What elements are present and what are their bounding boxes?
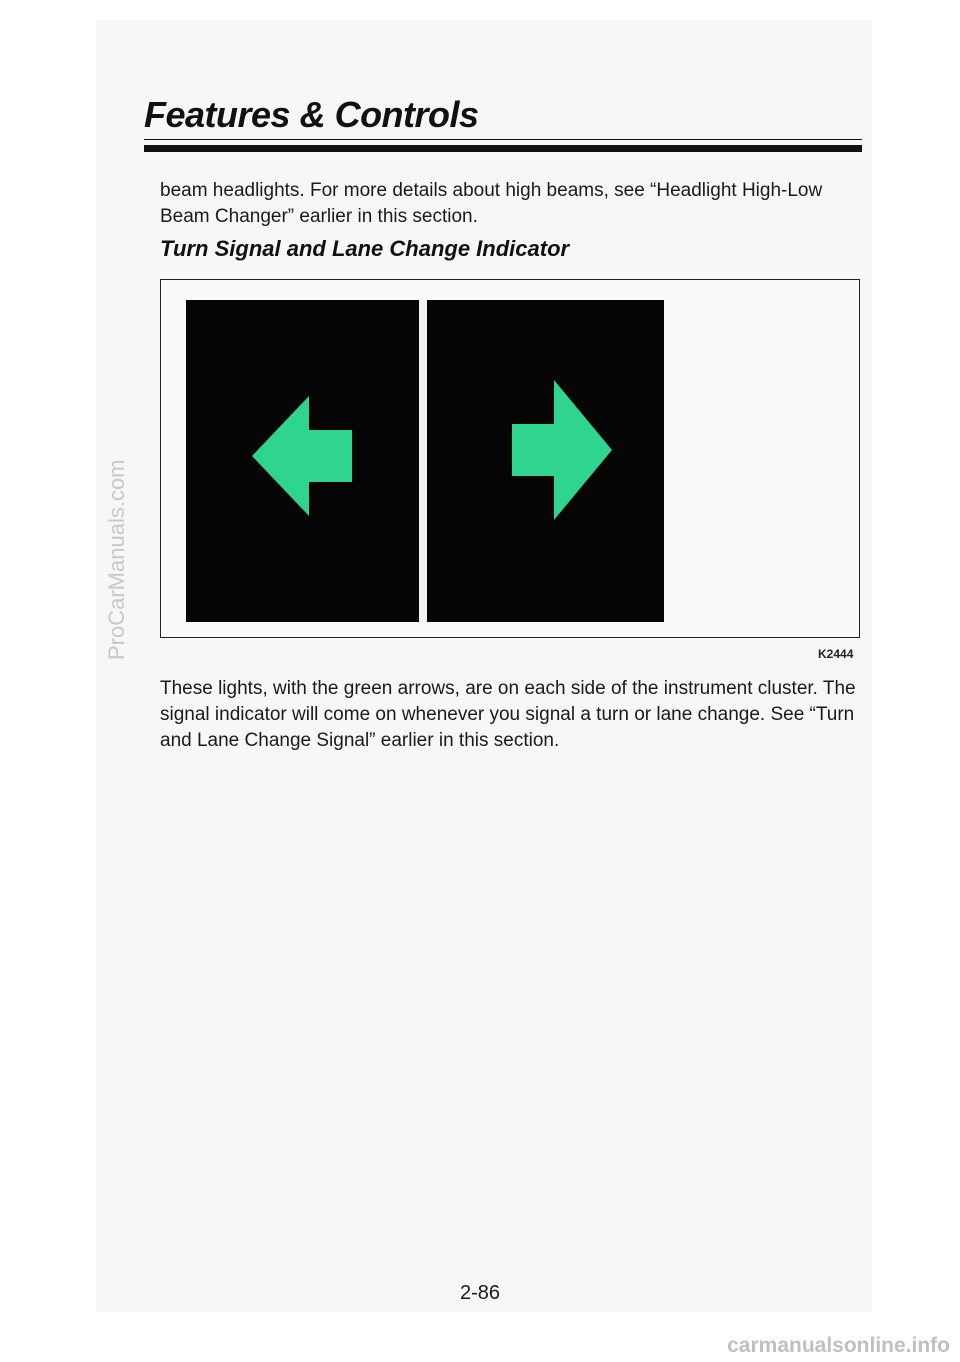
page-number: 2-86 (459, 1282, 501, 1304)
indicator-panel (186, 300, 664, 622)
bottom-watermark: carmanualsonline.info (727, 1334, 950, 1357)
header-rule (144, 145, 862, 152)
figure-code: K2444 (818, 647, 854, 661)
subheading: Turn Signal and Lane Change Indicator (160, 236, 570, 261)
right-arrow-icon (512, 380, 622, 520)
intro-paragraph: beam headlights. For more details about high beams, see “Headlight High-Low Beam Changer” earlier in this section. (160, 180, 823, 227)
left-arrow-icon (252, 396, 362, 516)
description-paragraph: These lights, with the green arrows, are on each side of the instrument cluster. The signal indicator will come on whenever you signal a turn or lane change. See “Turn and Lane Change Signal” earlier in this section. (160, 678, 856, 751)
panel-divider (419, 300, 427, 622)
side-watermark: ProCarManuals.com (104, 459, 129, 660)
section-title: Features & Controls (144, 94, 479, 135)
header-rule-thin (144, 139, 862, 140)
